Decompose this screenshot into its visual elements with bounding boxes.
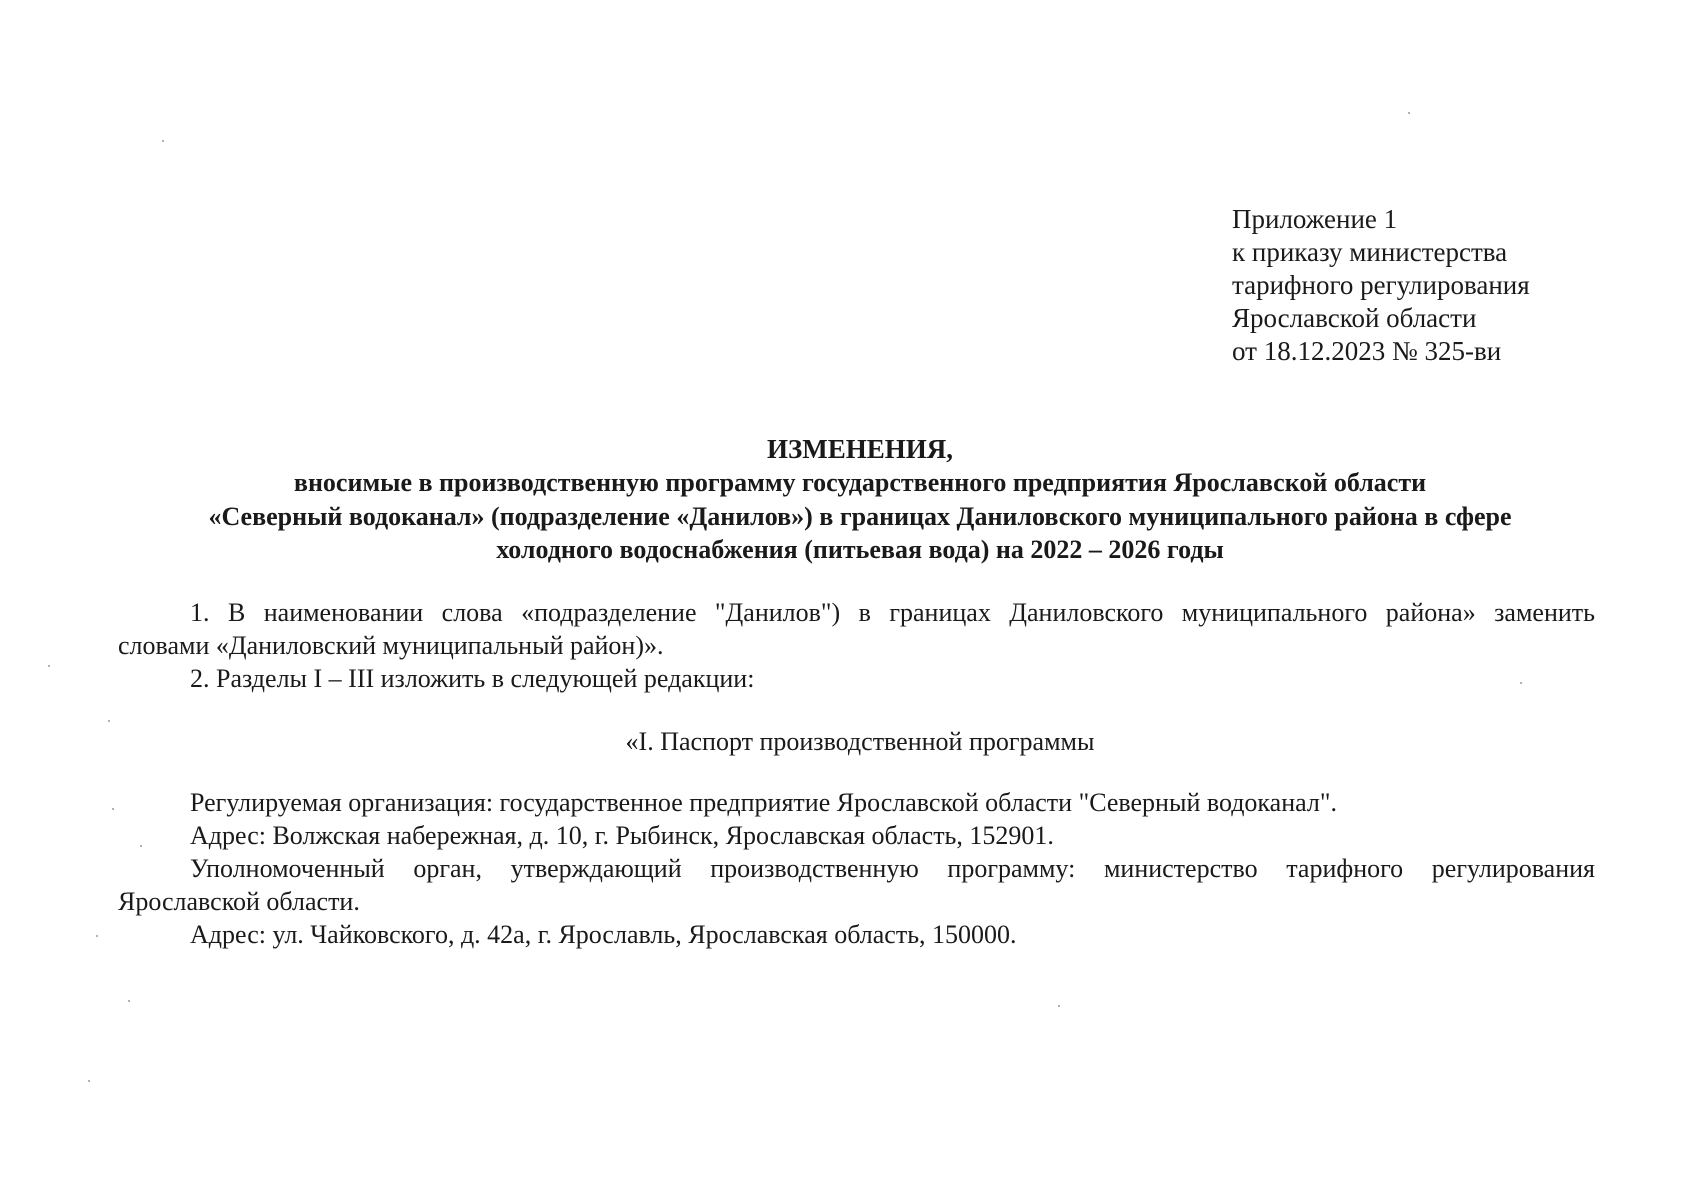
paragraph-1-line-2: словами «Даниловский муниципальный район)». — [118, 631, 664, 660]
scan-speck — [1058, 1005, 1060, 1007]
scan-speck — [1520, 682, 1522, 684]
scan-speck — [108, 720, 110, 722]
appendix-line-4: Ярославской области — [1232, 303, 1477, 333]
document-subtitle-line-1: вносимые в производственную программу государственного предприятия Ярославской области — [293, 468, 1427, 497]
appendix-block — [1232, 203, 1530, 368]
scan-speck — [112, 808, 114, 810]
scan-speck — [1408, 112, 1410, 114]
paragraph-organization: Регулируемая организация: государственное предприятие Ярославской области "Северный водоканал". — [190, 788, 1337, 817]
scan-speck — [48, 665, 50, 667]
paragraph-1-line-1: 1. В наименовании слова «подразделение "Данилов") в границах Даниловского муниципального района» заменить — [190, 598, 1595, 627]
appendix-line-3: тарифного регулирования — [1232, 270, 1530, 300]
scan-speck — [140, 845, 142, 847]
scan-speck — [162, 140, 164, 142]
section-title: «I. Паспорт производственной программы — [625, 727, 1095, 756]
appendix-line-2: к приказу министерства — [1232, 237, 1508, 267]
appendix-line-1: Приложение 1 — [1232, 204, 1398, 234]
scan-speck — [88, 1080, 90, 1082]
paragraph-authority-line-1: Уполномоченный орган, утверждающий производственную программу: министерство тарифного регулирования — [190, 854, 1595, 883]
scan-speck — [128, 1000, 130, 1002]
document-subtitle-line-2: «Северный водоканал» (подразделение «Данилов») в границах Даниловского муниципального района в сфере — [208, 502, 1512, 531]
paragraph-authority-address: Адрес: ул. Чайковского, д. 42а, г. Ярославль, Ярославская область, 150000. — [190, 920, 1017, 949]
document-subtitle-line-3: холодного водоснабжения (питьевая вода) на 2022 – 2026 годы — [496, 535, 1224, 564]
paragraph-organization-address: Адрес: Волжская набережная, д. 10, г. Рыбинск, Ярославская область, 152901. — [190, 821, 1054, 850]
scan-speck — [96, 935, 98, 937]
paragraph-authority-line-2: Ярославской области. — [118, 887, 360, 916]
document-title: ИЗМЕНЕНИЯ, — [766, 434, 953, 464]
appendix-line-5: от 18.12.2023 № 325-ви — [1232, 336, 1502, 366]
paragraph-2: 2. Разделы I – III изложить в следующей редакции: — [190, 664, 755, 693]
